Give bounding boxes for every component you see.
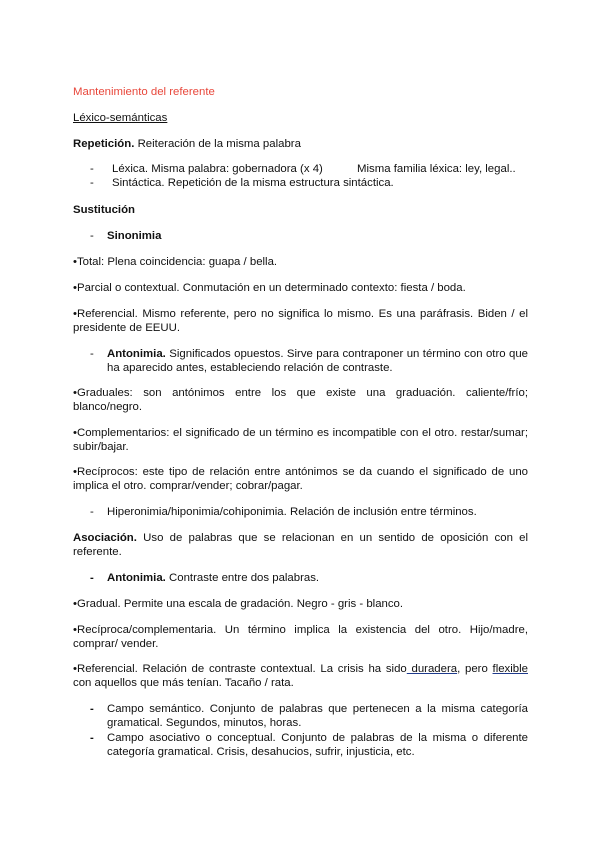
hiperonimia-item: Hiperonimia/hiponimia/cohiponimia. Relación de inclusión entre términos. <box>107 506 477 518</box>
familia-lexica-text: Misma familia léxica: ley, legal.. <box>357 163 516 175</box>
section-subtitle: Léxico-semánticas <box>73 112 168 124</box>
repeticion-text: Reiteración de la misma palabra <box>134 138 301 150</box>
sinonimia-total: •Total: Plena coincidencia: guapa / bella. <box>73 256 278 268</box>
asociacion-antonimia-text: Contraste entre dos palabras. <box>165 572 320 584</box>
bullet-dash: - <box>90 230 94 242</box>
bullet-dash: - <box>90 177 94 189</box>
sustitucion-heading: Sustitución <box>73 204 136 216</box>
bullet-dash: - <box>90 348 94 360</box>
asociacion-paragraph <box>73 531 528 559</box>
antonimia-graduales: •Graduales: son antónimos entre los que existe una graduación. caliente/frío; blanco/negro. <box>73 387 528 413</box>
asociacion-referencial: •Referencial. Relación de contraste contextual. La crisis ha sido duradera, pero flexible con aquellos que más tenían. Tacaño / rata. <box>73 663 528 689</box>
underlined-word-flexible: flexible <box>492 663 528 675</box>
sinonimia-heading: Sinonimia <box>107 230 162 242</box>
asociacion-text: Uso de palabras que se relacionan en un sentido de oposición con el referente. <box>73 532 528 558</box>
asociacion-antonimia-item <box>107 571 528 585</box>
section-title: Mantenimiento del referente <box>73 86 215 98</box>
list-item-lexica <box>112 162 533 176</box>
antonimia-text: Significados opuestos. Sirve para contraponer un término con otro que ha aparecido antes, estableciendo relación de contraste. <box>107 348 528 374</box>
bullet-dash: - <box>90 572 94 584</box>
antonimia-item <box>107 347 528 375</box>
repeticion-paragraph <box>73 137 528 151</box>
antonimia-heading: Antonimia. <box>107 348 166 360</box>
lexica-text: Léxica. Misma palabra: gobernadora (x 4) <box>112 163 323 175</box>
bullet-dash: - <box>90 506 94 518</box>
antonimia-complementarios: •Complementarios: el significado de un término es incompatible con el otro. restar/sumar; subir/bajar. <box>73 427 528 453</box>
campo-asociativo-item: Campo asociativo o conceptual. Conjunto de palabras de la misma o diferente categoría gramatical. Crisis, desahucios, sufrir, injusticia, etc. <box>107 732 528 758</box>
list-item-sintactica: Sintáctica. Repetición de la misma estructura sintáctica. <box>112 177 394 189</box>
asociacion-gradual: •Gradual. Permite una escala de gradación. Negro - gris - blanco. <box>73 598 404 610</box>
sinonimia-referencial: •Referencial. Mismo referente, pero no significa lo mismo. Es una paráfrasis. Biden / el presidente de EEUU. <box>73 308 528 334</box>
repeticion-heading: Repetición. <box>73 138 135 150</box>
bullet-dash: - <box>90 703 94 715</box>
sinonimia-parcial: •Parcial o contextual. Conmutación en un determinado contexto: fiesta / boda. <box>73 282 466 294</box>
bullet-dash: - <box>90 163 94 175</box>
campo-semantico-item: Campo semántico. Conjunto de palabras que pertenecen a la misma categoría gramatical. Segundos, minutos, horas. <box>107 703 528 729</box>
bullet-dash: - <box>90 732 94 744</box>
asociacion-reciproca: •Recíproca/complementaria. Un término implica la existencia del otro. Hijo/madre, comprar/ vender. <box>73 624 528 650</box>
asociacion-heading: Asociación. <box>73 532 137 544</box>
underlined-word-duradera: duradera <box>406 663 458 675</box>
antonimia-reciprocos: •Recíprocos: este tipo de relación entre antónimos se da cuando el significado de uno implica el otro. comprar/vender; cobrar/pagar. <box>73 466 528 492</box>
asociacion-antonimia-heading: Antonimia. <box>107 572 166 584</box>
